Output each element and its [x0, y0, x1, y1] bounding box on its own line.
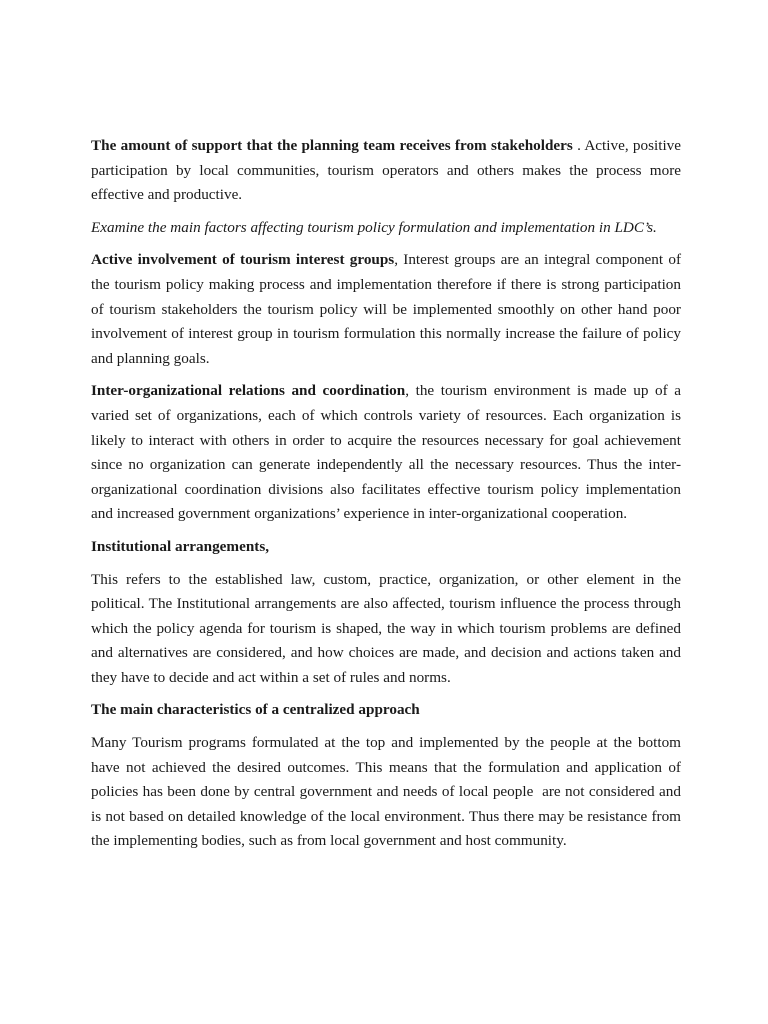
paragraph-interest-groups — [91, 248, 681, 371]
paragraph-centralized: Many Tourism programs formulated at the top and implemented by the people at the bottom have not achieved the desired outcomes. This means that the formulation and application of policies has been done by central government and needs of local people are not considered and is not based on detailed knowledge of the local environment. Thus there may be resistance from the implementing bodies, such as from local government and host community. — [91, 734, 685, 850]
paragraph-lead: Inter-organizational relations and coordination — [91, 382, 406, 400]
paragraph-institutional: This refers to the established law, custom, practice, organization, or other element in the political. The Institutional arrangements are also affected, tourism influence the process through which the policy agenda for tourism is shaped, the way in which tourism problems are defined and alternatives are considered, and how choices are made, and decision and actions taken and they have to decide and act within a set of rules and norms. — [91, 570, 681, 686]
heading-centralized-approach: The main characteristics of a centralized approach — [91, 701, 420, 719]
paragraph-stakeholder-support — [91, 134, 681, 208]
paragraph-inter-organizational — [91, 379, 681, 527]
paragraph-text: , Interest groups are an integral component of the tourism policy making process and implementation therefore if there is strong participation of tourism stakeholders the tourism policy will be implemented smoothly on other hand poor involvement of interest group in tourism formulation this normally increase the failure of policy and planning goals. — [91, 251, 681, 367]
paragraph-lead: The amount of support that the planning team receives from stakeholders — [91, 137, 573, 154]
document-page — [91, 134, 685, 862]
paragraph-lead: Active involvement of tourism interest groups — [91, 251, 395, 269]
exam-question: Examine the main factors affecting tourism policy formulation and implementation in LDC’s. — [91, 218, 657, 236]
paragraph-text: . Active, positive participation by local communities, tourism operators and others makes the process more effective and productive. — [91, 137, 681, 204]
heading-institutional-arrangements: Institutional arrangements, — [91, 537, 270, 555]
paragraph-text: , the tourism environment is made up of a varied set of organizations, each of which controls variety of resources. Each organization is likely to interact with others in order to acquire the resources necessary for goal achievement since no organization can generate independently all the necessary resources. Thus the inter-organizational coordination divisions also facilitates effective tourism policy implementation and increased government organizations’ experience in inter-organizational cooperation. — [91, 382, 681, 523]
